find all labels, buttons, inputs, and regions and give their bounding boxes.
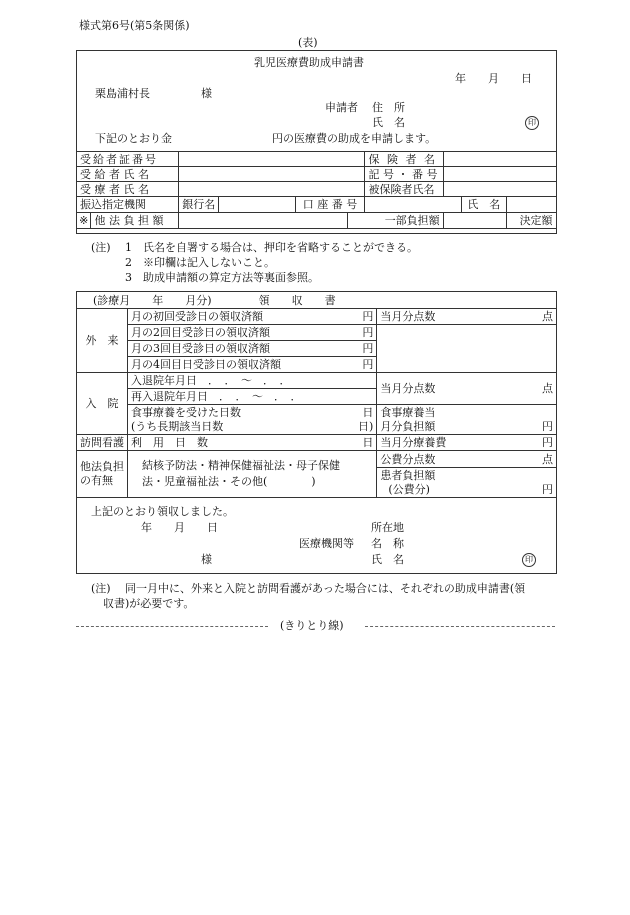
table-row <box>77 435 557 451</box>
inpatient-label: 入 院 <box>77 373 128 435</box>
request-prefix: 下記のとおり金 <box>95 132 172 145</box>
insurer-field[interactable] <box>443 152 556 167</box>
name-label: 氏 名 <box>372 116 405 129</box>
symbol-number-field[interactable] <box>443 167 556 182</box>
institution-name-label: 名 称 <box>371 537 404 550</box>
decided-amount-label: 決定額 <box>517 213 557 229</box>
table-row <box>77 451 557 468</box>
account-no-field[interactable] <box>365 197 462 213</box>
notes2-text-1: 同一月中に、外来と入院と訪問看護があった場合には、それぞれの助成申請書(領 <box>125 582 526 595</box>
outpatient-blank <box>377 325 557 373</box>
outpatient-row: 月の初回受診日の領収済額 円 <box>128 309 377 325</box>
partial-burden-label: 一部負担額 <box>348 213 443 229</box>
outpatient-row: 月の4回目日受診日の領収済額 円 <box>128 357 377 373</box>
applicant-seal: 印 <box>525 116 539 130</box>
home-nursing-label: 訪問看護 <box>77 435 128 451</box>
other-law-burden-field[interactable] <box>179 213 348 229</box>
institution-label: 医療機関等 <box>299 537 354 550</box>
receipt-header <box>77 292 557 309</box>
receipt-table <box>76 291 557 574</box>
table-row <box>77 197 557 213</box>
applicant-label: 申請者 <box>325 101 358 114</box>
other-law-label: 他法負担 の有無 <box>77 451 128 498</box>
account-holder-label: 氏 名 <box>462 197 506 213</box>
table-row <box>77 292 557 309</box>
receipt-date: 年 月 日 <box>141 521 218 534</box>
table-row <box>77 325 557 341</box>
patient-name-label: 受 療 者 氏 名 <box>77 182 179 197</box>
receipt-month: (診療月 年 月分) <box>93 293 212 307</box>
account-holder-field[interactable] <box>506 197 556 213</box>
address-label: 住 所 <box>372 101 405 114</box>
public-points: 公費分点数 点 <box>377 451 557 468</box>
patient-burden: 患者負担額 (公費分) 円 <box>377 468 557 498</box>
outpatient-label: 外 来 <box>77 309 128 373</box>
other-laws: 結核予防法・精神保健福祉法・母子保健 法・児童福祉法・その他( ) <box>128 451 377 498</box>
other-law-mark: ※ <box>77 213 91 229</box>
bank-name-label: 銀行名 <box>179 197 219 213</box>
notes1-item: 1 氏名を自署する場合は、押印を省略することができる。 <box>125 241 418 254</box>
recipient-cert-no-label: 受給者証番号 <box>77 152 179 167</box>
notes1-label: (注) <box>91 241 111 254</box>
receipt-title: 領 収 書 <box>258 293 336 307</box>
cut-line-left <box>76 626 268 627</box>
receipt-footer <box>77 498 557 574</box>
received-text: 上記のとおり領収しました。 <box>91 505 234 518</box>
inpatient-points: 当月分点数 点 <box>377 373 557 405</box>
table-row <box>77 373 557 389</box>
monthly-care-cost: 当月分療養費 円 <box>377 435 557 451</box>
cut-line-right <box>365 626 555 627</box>
table-row <box>77 498 557 574</box>
long-term-days: (うち長期該当日数 日) <box>128 420 377 435</box>
other-law-burden-label: 他 法 負 担 額 <box>91 213 179 229</box>
notes2-text-2: 収書)が必要です。 <box>103 597 195 610</box>
location-label: 所在地 <box>371 521 404 534</box>
receipt-seal: 印 <box>522 553 536 567</box>
receipt-honorific: 様 <box>201 553 212 566</box>
partial-burden-field[interactable] <box>443 213 506 229</box>
symbol-number-label: 記 号 ・ 番 号 <box>365 167 443 182</box>
outpatient-row: 月の3回目受診日の領収済額 円 <box>128 341 377 357</box>
notes2-label: (注) <box>91 582 111 595</box>
recipient-cert-no-field[interactable] <box>179 152 365 167</box>
insurer-label: 保 険 者 名 <box>365 152 443 167</box>
table-row <box>77 405 557 420</box>
application-date: 年 月 日 <box>455 72 532 85</box>
application-title: 乳児医療費助成申請書 <box>254 56 364 69</box>
recipient-name-field[interactable] <box>179 167 365 182</box>
transfer-bank-label: 振込指定機関 <box>77 197 179 213</box>
insured-name-field[interactable] <box>443 182 556 197</box>
usage-days: 利 用 日 数 日 <box>128 435 377 451</box>
addressee: 栗島浦村長 <box>95 87 150 100</box>
insured-name-label: 被保険者氏名 <box>365 182 443 197</box>
side-label: (表) <box>298 36 318 49</box>
table-row <box>77 182 557 197</box>
table-row <box>77 213 557 229</box>
cut-line-label: (きりとり線) <box>280 619 344 632</box>
application-table <box>76 151 557 229</box>
meal-days: 食事療養を受けた日数 日 <box>128 405 377 420</box>
request-suffix: 円の医療費の助成を申請します。 <box>272 132 437 145</box>
decided-amount-spacer <box>506 213 517 229</box>
notes1-item: 2 ※印欄は記入しないこと。 <box>125 256 275 269</box>
monthly-points: 当月分点数 点 <box>377 309 557 325</box>
table-row <box>77 167 557 182</box>
outpatient-row: 月の2回目受診日の領収済額 円 <box>128 325 377 341</box>
admission-dates: 入退院年月日 ． ． 〜 ． ． <box>128 373 377 389</box>
addressee-honorific: 様 <box>201 87 212 100</box>
recipient-name-label: 受 給 者 氏 名 <box>77 167 179 182</box>
table-row <box>77 309 557 325</box>
patient-name-field[interactable] <box>179 182 365 197</box>
meal-burden: 食事療養当 月分負担額 円 <box>377 405 557 435</box>
receipt-name-label: 氏 名 <box>371 553 404 566</box>
table-row <box>77 152 557 167</box>
bank-name-field[interactable] <box>219 197 295 213</box>
notes1-item: 3 助成申請額の算定方法等裏面参照。 <box>125 271 319 284</box>
readmission-dates: 再入退院年月日 ． ． 〜 ． ． <box>128 389 377 405</box>
account-no-label: 口 座 番 号 <box>295 197 365 213</box>
form-number: 様式第6号(第5条関係) <box>79 19 190 32</box>
